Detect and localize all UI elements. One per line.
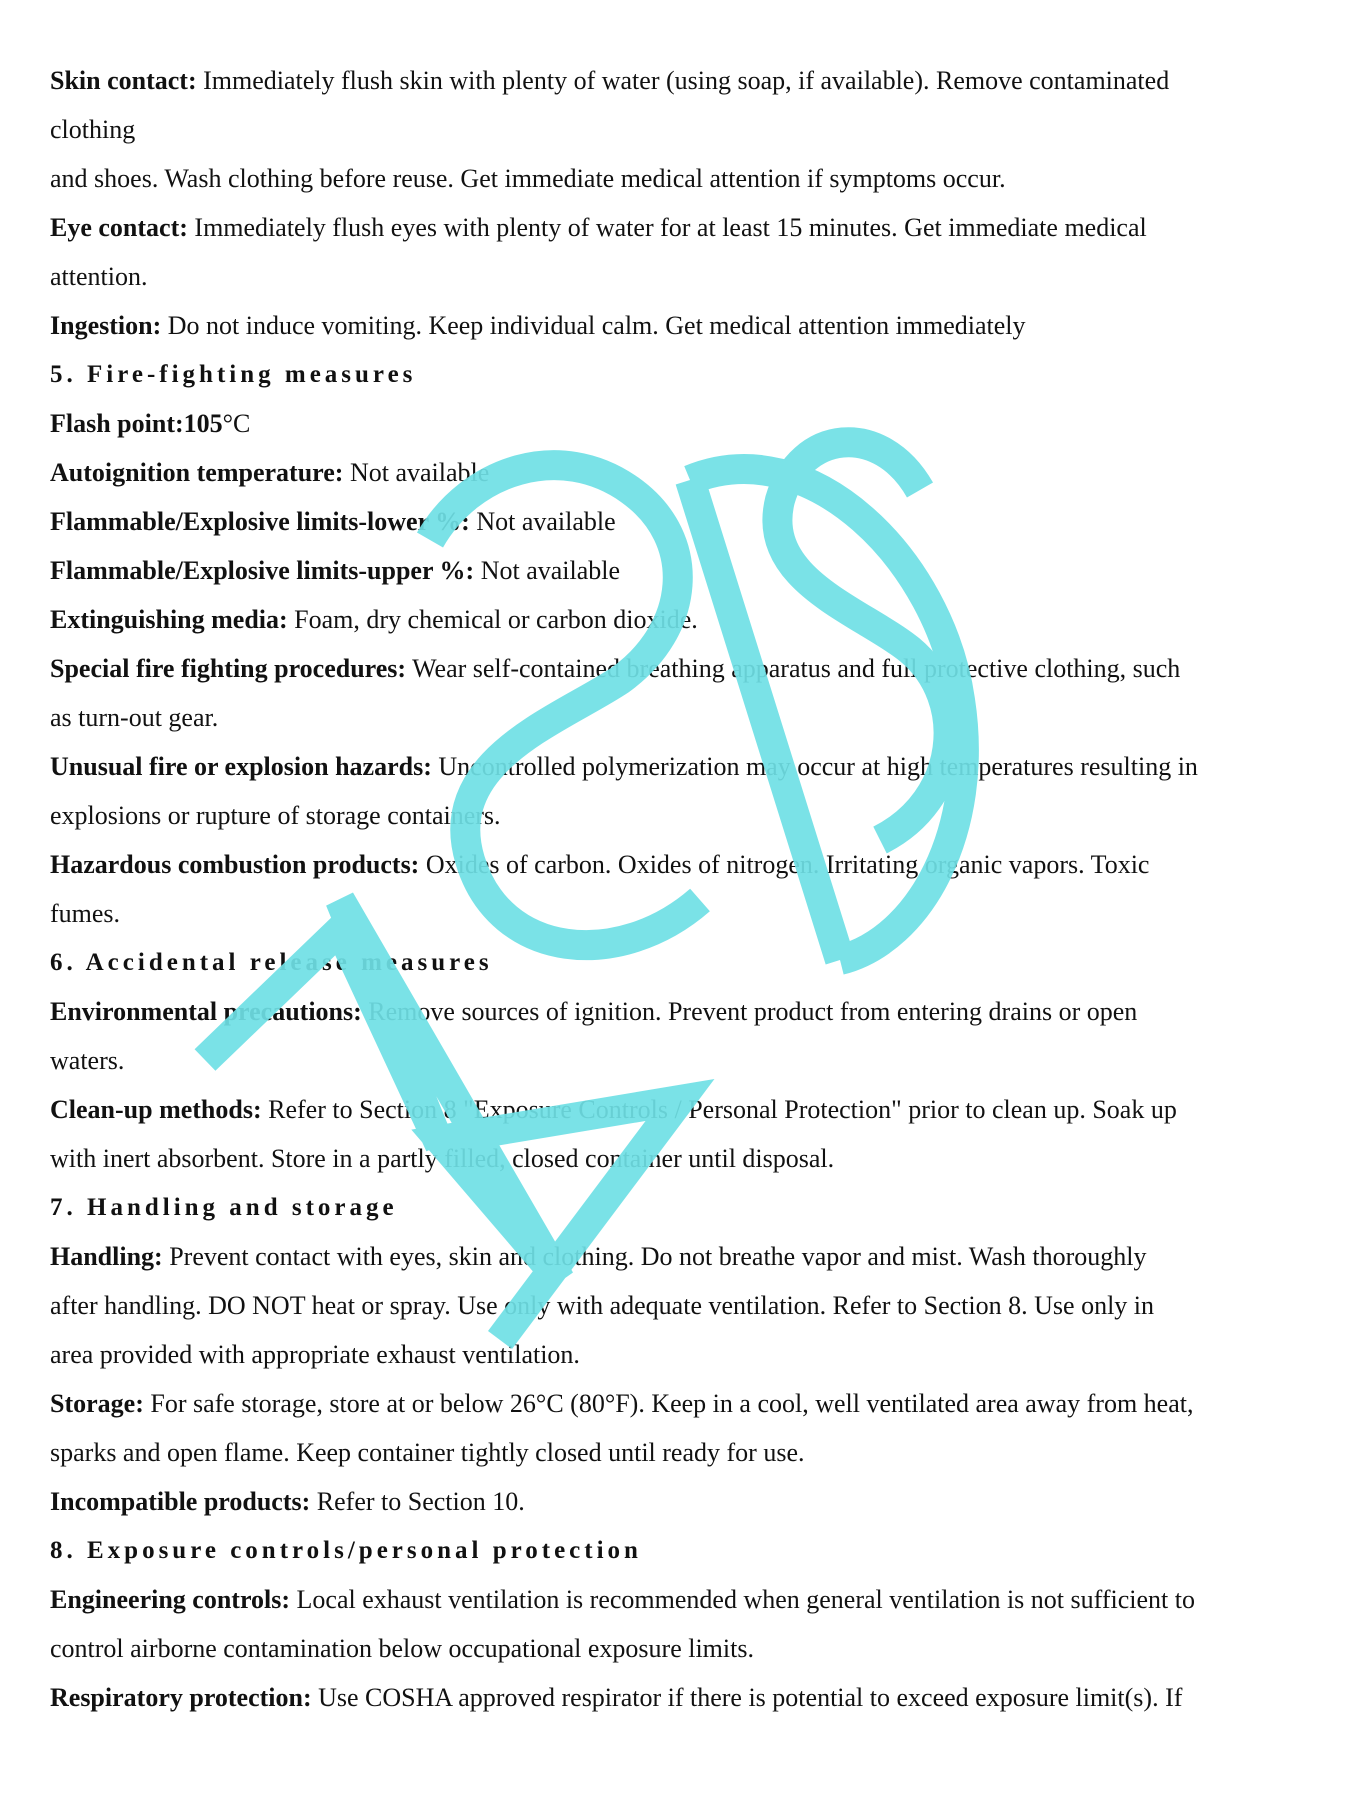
skin-contact-line-1 bbox=[50, 56, 1320, 105]
flammable-upper-label: Flammable/Explosive limits-upper %: bbox=[50, 556, 475, 585]
incompatible-text: Refer to Section 10. bbox=[310, 1487, 525, 1516]
cleanup-label: Clean-up methods: bbox=[50, 1095, 262, 1124]
flammable-lower-line bbox=[50, 497, 1320, 546]
autoignition-line bbox=[50, 448, 1320, 497]
section-7-heading: 7. Handling and storage bbox=[50, 1194, 398, 1221]
autoignition-text: Not available bbox=[343, 458, 490, 487]
environmental-line-2: waters. bbox=[50, 1046, 125, 1075]
environmental-text: Remove sources of ignition. Prevent product from entering drains or open bbox=[361, 997, 1138, 1026]
environmental-label: Environmental precautions: bbox=[50, 997, 362, 1026]
respiratory-text: Use COSHA approved respirator if there is potential to exceed exposure limit(s). If bbox=[311, 1683, 1183, 1712]
ingestion-line bbox=[50, 301, 1320, 350]
unusual-hazards-label: Unusual fire or explosion hazards: bbox=[50, 752, 432, 781]
skin-contact-line-3: and shoes. Wash clothing before reuse. Get immediate medical attention if symptoms occur. bbox=[50, 164, 1006, 193]
autoignition-label: Autoignition temperature: bbox=[50, 458, 344, 487]
handling-label: Handling: bbox=[50, 1242, 163, 1271]
skin-contact-text: Immediately flush skin with plenty of water (using soap, if available). Remove contaminated bbox=[196, 66, 1170, 95]
flash-point-line bbox=[50, 399, 1320, 448]
combustion-products-text: Oxides of carbon. Oxides of nitrogen. Irritating organic vapors. Toxic bbox=[419, 850, 1150, 879]
special-procedures-text: Wear self-contained breathing apparatus and full protective clothing, such bbox=[406, 654, 1181, 683]
flammable-upper-text: Not available bbox=[474, 556, 621, 585]
combustion-products-label: Hazardous combustion products: bbox=[50, 850, 420, 879]
incompatible-label: Incompatible products: bbox=[50, 1487, 311, 1516]
document-body bbox=[50, 56, 1320, 1722]
unusual-hazards-line-2: explosions or rupture of storage containers. bbox=[50, 801, 501, 830]
engineering-label: Engineering controls: bbox=[50, 1585, 291, 1614]
flammable-lower-text: Not available bbox=[469, 507, 616, 536]
environmental-line-1 bbox=[50, 987, 1320, 1036]
respiratory-line-1 bbox=[50, 1673, 1320, 1722]
combustion-products-line-1 bbox=[50, 840, 1320, 889]
cleanup-text: Refer to Section 8 "Exposure Controls / Personal Protection" prior to clean up. Soak up bbox=[261, 1095, 1177, 1124]
incompatible-line bbox=[50, 1477, 1320, 1526]
eye-contact-label: Eye contact: bbox=[50, 213, 188, 242]
respiratory-label: Respiratory protection: bbox=[50, 1683, 312, 1712]
flammable-upper-line bbox=[50, 546, 1320, 595]
flash-point-unit: °C bbox=[222, 409, 251, 438]
section-8-heading: 8. Exposure controls/personal protection bbox=[50, 1537, 642, 1564]
storage-line-1 bbox=[50, 1379, 1320, 1428]
handling-line-2: after handling. DO NOT heat or spray. Use only with adequate ventilation. Refer to Section 8. Use only in bbox=[50, 1291, 1155, 1320]
handling-text: Prevent contact with eyes, skin and clothing. Do not breathe vapor and mist. Wash thoroughly bbox=[162, 1242, 1147, 1271]
handling-line-1 bbox=[50, 1232, 1320, 1281]
special-procedures-line-1 bbox=[50, 644, 1320, 693]
extinguishing-text: Foam, dry chemical or carbon dioxide. bbox=[287, 605, 698, 634]
extinguishing-label: Extinguishing media: bbox=[50, 605, 288, 634]
unusual-hazards-text: Uncontrolled polymerization may occur at high temperatures resulting in bbox=[431, 752, 1198, 781]
ingestion-text: Do not induce vomiting. Keep individual calm. Get medical attention immediately bbox=[161, 311, 1026, 340]
eye-contact-line-1 bbox=[50, 203, 1320, 252]
ingestion-label: Ingestion: bbox=[50, 311, 162, 340]
unusual-hazards-line-1 bbox=[50, 742, 1320, 791]
storage-label: Storage: bbox=[50, 1389, 144, 1418]
engineering-text: Local exhaust ventilation is recommended when general ventilation is not sufficient to bbox=[290, 1585, 1195, 1614]
storage-text: For safe storage, store at or below 26°C (80°F). Keep in a cool, well ventilated area away from heat, bbox=[143, 1389, 1194, 1418]
cleanup-line-1 bbox=[50, 1085, 1320, 1134]
special-procedures-line-2: as turn-out gear. bbox=[50, 703, 219, 732]
extinguishing-line bbox=[50, 595, 1320, 644]
handling-line-3: area provided with appropriate exhaust ventilation. bbox=[50, 1340, 580, 1369]
section-5-heading: 5. Fire-fighting measures bbox=[50, 361, 417, 388]
cleanup-line-2: with inert absorbent. Store in a partly filled, closed container until disposal. bbox=[50, 1144, 835, 1173]
skin-contact-label: Skin contact: bbox=[50, 66, 197, 95]
combustion-products-line-2: fumes. bbox=[50, 899, 121, 928]
skin-contact-line-2: clothing bbox=[50, 115, 136, 144]
special-procedures-label: Special fire fighting procedures: bbox=[50, 654, 407, 683]
flammable-lower-label: Flammable/Explosive limits-lower %: bbox=[50, 507, 470, 536]
section-6-heading: 6. Accidental release measures bbox=[50, 949, 493, 976]
engineering-line-1 bbox=[50, 1575, 1320, 1624]
storage-line-2: sparks and open flame. Keep container tightly closed until ready for use. bbox=[50, 1438, 805, 1467]
eye-contact-text: Immediately flush eyes with plenty of water for at least 15 minutes. Get immediate medical bbox=[187, 213, 1147, 242]
flash-point-label: Flash point:105 bbox=[50, 409, 223, 438]
engineering-line-2: control airborne contamination below occupational exposure limits. bbox=[50, 1634, 754, 1663]
eye-contact-line-2: attention. bbox=[50, 262, 148, 291]
